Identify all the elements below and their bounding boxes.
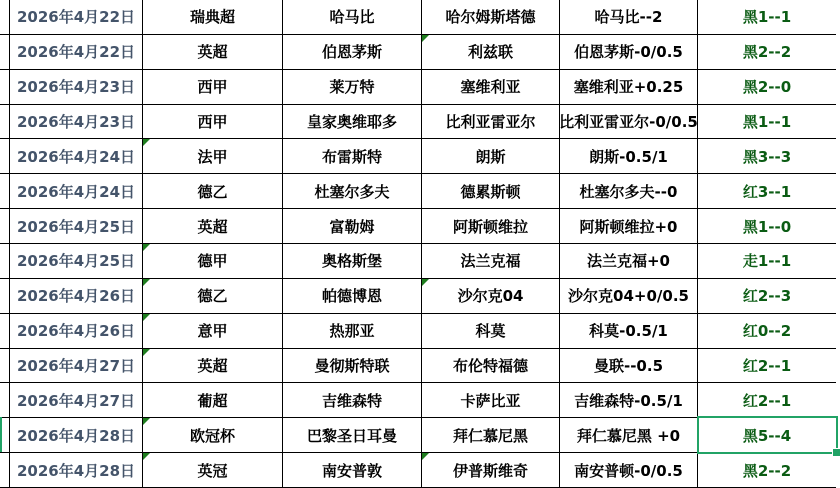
cell-handicap[interactable]: [560, 0, 698, 35]
date-text: 2026年4月24日: [16, 147, 136, 166]
cell-home-team[interactable]: [283, 279, 422, 314]
league-text: 欧冠杯: [189, 426, 235, 445]
error-flag-icon: [143, 279, 150, 286]
result-text: 黑2--2: [742, 461, 792, 480]
handicap-text: 南安普顿-0/0.5: [574, 461, 683, 480]
cell-home-team[interactable]: [283, 174, 422, 209]
cell-result[interactable]: [698, 209, 836, 244]
cell-league[interactable]: [143, 453, 283, 488]
gridline-stub: [0, 383, 10, 418]
cell-date[interactable]: [10, 35, 143, 70]
result-text: 黑2--2: [742, 43, 792, 62]
cell-date[interactable]: [10, 418, 143, 453]
cell-handicap[interactable]: [560, 314, 698, 349]
gridline-stub: [0, 35, 10, 70]
gridline-stub: [0, 139, 10, 174]
league-text: 英超: [197, 217, 228, 236]
cell-away-team[interactable]: [422, 105, 560, 140]
date-text: 2026年4月22日: [16, 8, 136, 27]
date-text: 2026年4月23日: [16, 112, 136, 131]
home-team-text: 布雷斯特: [321, 147, 382, 166]
gridline-stub: [0, 105, 10, 140]
home-team-text: 伯恩茅斯: [321, 43, 382, 62]
result-text: 走1--1: [742, 252, 792, 271]
cell-handicap[interactable]: [560, 70, 698, 105]
cell-result[interactable]: [698, 349, 836, 384]
handicap-text: 科莫-0.5/1: [589, 322, 668, 341]
home-team-text: 皇家奥维耶多: [306, 112, 397, 131]
cell-result[interactable]: [698, 453, 836, 488]
cell-home-team[interactable]: [283, 418, 422, 453]
result-text: 黑3--3: [742, 147, 792, 166]
result-text: 黑1--1: [742, 8, 792, 27]
cell-league[interactable]: [143, 70, 283, 105]
cell-result[interactable]: [698, 418, 836, 453]
error-flag-icon: [422, 453, 429, 460]
cell-league[interactable]: [143, 35, 283, 70]
cell-home-team[interactable]: [283, 383, 422, 418]
cell-away-team[interactable]: [422, 174, 560, 209]
cell-date[interactable]: [10, 70, 143, 105]
fill-handle[interactable]: [832, 448, 840, 457]
cell-league[interactable]: [143, 314, 283, 349]
cell-date[interactable]: [10, 105, 143, 140]
away-team-text: 卡萨比亚: [460, 391, 521, 410]
cell-league[interactable]: [143, 244, 283, 279]
home-team-text: 巴黎圣日耳曼: [306, 426, 397, 445]
cell-home-team[interactable]: [283, 349, 422, 384]
cell-away-team[interactable]: [422, 139, 560, 174]
result-text: 黑1--1: [742, 112, 792, 131]
cell-date[interactable]: [10, 174, 143, 209]
away-team-text: 法兰克福: [460, 252, 521, 271]
date-text: 2026年4月25日: [16, 217, 136, 236]
away-team-text: 利兹联: [467, 43, 513, 62]
cell-away-team[interactable]: [422, 314, 560, 349]
cell-handicap[interactable]: [560, 105, 698, 140]
gridline-stub: [0, 0, 10, 35]
date-text: 2026年4月28日: [16, 426, 136, 445]
cell-result[interactable]: [698, 383, 836, 418]
cell-away-team[interactable]: [422, 35, 560, 70]
cell-result[interactable]: [698, 279, 836, 314]
cell-handicap[interactable]: [560, 139, 698, 174]
cell-home-team[interactable]: [283, 244, 422, 279]
row-selection-marker: [0, 417, 2, 452]
result-text: 红2--3: [742, 287, 792, 306]
result-text: 黑5--4: [742, 426, 792, 445]
result-text: 红0--2: [742, 322, 792, 341]
away-team-text: 科莫: [475, 322, 506, 341]
league-text: 德乙: [197, 287, 228, 306]
cell-away-team[interactable]: [422, 209, 560, 244]
handicap-text: 沙尔克04+0/0.5: [568, 287, 689, 306]
away-team-text: 沙尔克04: [457, 287, 524, 306]
cell-date[interactable]: [10, 0, 143, 35]
cell-handicap[interactable]: [560, 35, 698, 70]
error-flag-icon: [422, 279, 429, 286]
cell-away-team[interactable]: [422, 383, 560, 418]
home-team-text: 曼彻斯特联: [314, 356, 390, 375]
handicap-text: 哈马比--2: [594, 8, 663, 27]
league-text: 德甲: [197, 252, 228, 271]
handicap-text: 比利亚雷亚尔-0/0.5: [559, 112, 698, 131]
result-text: 黑2--0: [742, 78, 792, 97]
handicap-text: 吉维森特-0.5/1: [574, 391, 683, 410]
cell-date[interactable]: [10, 279, 143, 314]
away-team-text: 阿斯顿维拉: [452, 217, 528, 236]
handicap-text: 朗斯-0.5/1: [589, 147, 668, 166]
gridline-stub: [0, 209, 10, 244]
cell-date[interactable]: [10, 139, 143, 174]
cell-result[interactable]: [698, 70, 836, 105]
cell-league[interactable]: [143, 209, 283, 244]
result-text: 黑1--0: [742, 217, 792, 236]
handicap-text: 拜仁慕尼黑 +0: [576, 426, 681, 445]
league-text: 英超: [197, 43, 228, 62]
league-text: 德乙: [197, 182, 228, 201]
home-team-text: 哈马比: [329, 8, 375, 27]
cell-home-team[interactable]: [283, 0, 422, 35]
cell-home-team[interactable]: [283, 209, 422, 244]
home-team-text: 吉维森特: [321, 391, 382, 410]
league-text: 葡超: [197, 391, 228, 410]
gridline-stub: [0, 174, 10, 209]
cell-date[interactable]: [10, 244, 143, 279]
error-flag-icon: [143, 139, 150, 146]
home-team-text: 帕德博恩: [321, 287, 382, 306]
error-flag-icon: [143, 453, 150, 460]
cell-away-team[interactable]: [422, 244, 560, 279]
cell-handicap[interactable]: [560, 383, 698, 418]
away-team-text: 布伦特福德: [452, 356, 528, 375]
date-text: 2026年4月25日: [16, 252, 136, 271]
date-text: 2026年4月23日: [16, 78, 136, 97]
handicap-text: 曼联--0.5: [593, 356, 664, 375]
gridline-stub: [0, 314, 10, 349]
result-text: 红2--1: [742, 356, 792, 375]
date-text: 2026年4月27日: [16, 356, 136, 375]
error-flag-icon: [143, 349, 150, 356]
cell-date[interactable]: [10, 209, 143, 244]
cell-league[interactable]: [143, 349, 283, 384]
cell-result[interactable]: [698, 0, 836, 35]
date-text: 2026年4月27日: [16, 391, 136, 410]
result-text: 红2--1: [742, 391, 792, 410]
cell-home-team[interactable]: [283, 314, 422, 349]
cell-handicap[interactable]: [560, 418, 698, 453]
cell-handicap[interactable]: [560, 453, 698, 488]
cell-result[interactable]: [698, 35, 836, 70]
cell-league[interactable]: [143, 418, 283, 453]
handicap-text: 法兰克福+0: [586, 252, 670, 271]
cell-away-team[interactable]: [422, 70, 560, 105]
cell-date[interactable]: [10, 349, 143, 384]
cell-date[interactable]: [10, 314, 143, 349]
away-team-text: 德累斯顿: [460, 182, 521, 201]
date-text: 2026年4月26日: [16, 287, 136, 306]
cell-handicap[interactable]: [560, 209, 698, 244]
league-text: 瑞典超: [189, 8, 235, 27]
date-text: 2026年4月28日: [16, 461, 136, 480]
league-text: 英冠: [197, 461, 228, 480]
gridline-stub: [0, 244, 10, 279]
home-team-text: 富勒姆: [329, 217, 375, 236]
away-team-text: 比利亚雷亚尔: [445, 112, 536, 131]
handicap-text: 塞维利亚+0.25: [573, 78, 684, 97]
gridline-stub: [0, 453, 10, 488]
error-flag-icon: [143, 314, 150, 321]
handicap-text: 杜塞尔多夫--0: [579, 182, 678, 201]
cell-league[interactable]: [143, 279, 283, 314]
cell-league[interactable]: [143, 139, 283, 174]
cell-handicap[interactable]: [560, 244, 698, 279]
cell-away-team[interactable]: [422, 279, 560, 314]
cell-handicap[interactable]: [560, 174, 698, 209]
home-team-text: 杜塞尔多夫: [314, 182, 390, 201]
cell-home-team[interactable]: [283, 105, 422, 140]
cell-home-team[interactable]: [283, 70, 422, 105]
cell-home-team[interactable]: [283, 139, 422, 174]
cell-date[interactable]: [10, 453, 143, 488]
cell-league[interactable]: [143, 105, 283, 140]
gridline-stub: [0, 418, 10, 453]
cell-league[interactable]: [143, 174, 283, 209]
cell-league[interactable]: [143, 383, 283, 418]
cell-away-team[interactable]: [422, 0, 560, 35]
error-flag-icon: [143, 418, 150, 425]
cell-away-team[interactable]: [422, 349, 560, 384]
date-text: 2026年4月24日: [16, 182, 136, 201]
cell-home-team[interactable]: [283, 35, 422, 70]
home-team-text: 南安普敦: [321, 461, 382, 480]
league-text: 意甲: [197, 322, 228, 341]
away-team-text: 朗斯: [475, 147, 506, 166]
cell-result[interactable]: [698, 139, 836, 174]
cell-result[interactable]: [698, 105, 836, 140]
error-flag-icon: [143, 244, 150, 251]
result-text: 红3--1: [742, 182, 792, 201]
away-team-text: 拜仁慕尼黑: [452, 426, 528, 445]
league-text: 西甲: [197, 112, 228, 131]
handicap-text: 伯恩茅斯-0/0.5: [574, 43, 683, 62]
error-flag-icon: [422, 35, 429, 42]
cell-result[interactable]: [698, 174, 836, 209]
date-text: 2026年4月26日: [16, 322, 136, 341]
league-text: 英超: [197, 356, 228, 375]
cell-away-team[interactable]: [422, 418, 560, 453]
cell-away-team[interactable]: [422, 453, 560, 488]
cell-date[interactable]: [10, 383, 143, 418]
date-text: 2026年4月22日: [16, 43, 136, 62]
gridline-stub: [0, 70, 10, 105]
cell-result[interactable]: [698, 244, 836, 279]
home-team-text: 热那亚: [329, 322, 375, 341]
cell-league[interactable]: [143, 0, 283, 35]
league-text: 西甲: [197, 78, 228, 97]
away-team-text: 塞维利亚: [460, 78, 521, 97]
cell-handicap[interactable]: [560, 349, 698, 384]
away-team-text: 哈尔姆斯塔德: [445, 8, 536, 27]
home-team-text: 奥格斯堡: [321, 252, 382, 271]
cell-home-team[interactable]: [283, 453, 422, 488]
home-team-text: 莱万特: [329, 78, 375, 97]
gridline-stub: [0, 279, 10, 314]
cell-result[interactable]: [698, 314, 836, 349]
league-text: 法甲: [197, 147, 228, 166]
handicap-text: 阿斯顿维拉+0: [579, 217, 678, 236]
gridline-stub: [0, 349, 10, 384]
away-team-text: 伊普斯维奇: [452, 461, 528, 480]
cell-handicap[interactable]: [560, 279, 698, 314]
